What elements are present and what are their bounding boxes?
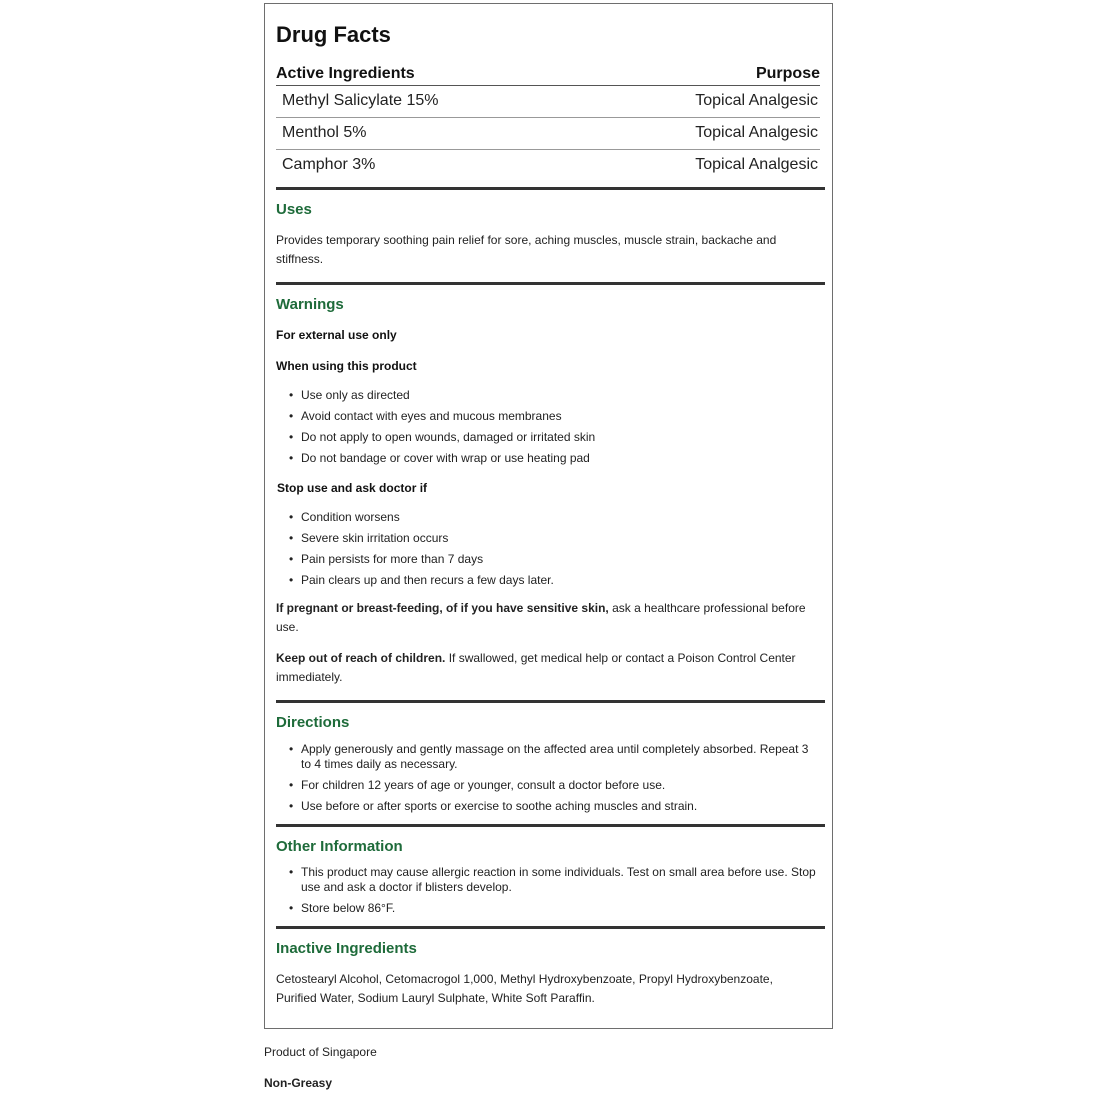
active-ingredient-row bbox=[276, 150, 820, 181]
uses-heading: Uses bbox=[276, 201, 312, 218]
product-feature: Non-Greasy bbox=[264, 1076, 333, 1090]
children-warning bbox=[276, 649, 816, 687]
other-information-heading: Other Information bbox=[276, 838, 403, 855]
stop-use-heading: Stop use and ask doctor if bbox=[277, 481, 428, 495]
directions-heading: Directions bbox=[276, 714, 350, 731]
ingredient-purpose: Topical Analgesic bbox=[695, 156, 818, 173]
directions-list bbox=[276, 742, 816, 820]
stop-use-list bbox=[276, 510, 816, 594]
active-ingredient-row bbox=[276, 86, 820, 118]
when-using-heading: When using this product bbox=[276, 359, 417, 373]
children-warning-text: If swallowed, get medical help or contact a Poison Control Center immediately. bbox=[276, 651, 796, 684]
list-item: • Pain clears up and then recurs a few days later. bbox=[276, 573, 816, 588]
list-item: • Condition worsens bbox=[276, 510, 816, 525]
list-item: • Use only as directed bbox=[276, 388, 816, 403]
warnings-heading: Warnings bbox=[276, 296, 344, 313]
list-item: • Do not apply to open wounds, damaged or irritated skin bbox=[276, 430, 816, 445]
when-using-list bbox=[276, 388, 816, 472]
inactive-ingredients-heading: Inactive Ingredients bbox=[276, 940, 417, 957]
list-item: • Pain persists for more than 7 days bbox=[276, 552, 816, 567]
pregnancy-warning bbox=[276, 599, 816, 637]
list-item: • Apply generously and gently massage on the affected area until completely absorbed. Repeat 3 to 4 times daily as necessary. bbox=[276, 742, 816, 772]
ingredient-name: Methyl Salicylate 15% bbox=[282, 92, 439, 109]
active-ingredients-label: Active Ingredients bbox=[276, 65, 415, 82]
list-item: • Do not bandage or cover with wrap or use heating pad bbox=[276, 451, 816, 466]
other-information-list bbox=[276, 865, 816, 922]
inactive-ingredients-text: Cetostearyl Alcohol, Cetomacrogol 1,000, Methyl Hydroxybenzoate, Propyl Hydroxybenzoate, Purified Water, Sodium Lauryl Sulphate, White Soft Paraffin. bbox=[276, 972, 773, 1005]
children-warning-bold: Keep out of reach of children. bbox=[276, 651, 446, 665]
external-use-warning: For external use only bbox=[276, 328, 397, 342]
product-origin: Product of Singapore bbox=[264, 1045, 377, 1059]
list-item: • Store below 86°F. bbox=[276, 901, 816, 916]
list-item: • This product may cause allergic reaction in some individuals. Test on small area before use. Stop use and ask a doctor if blisters develop. bbox=[276, 865, 816, 895]
ingredient-purpose: Topical Analgesic bbox=[695, 124, 818, 141]
active-ingredient-row bbox=[276, 118, 820, 150]
pregnancy-warning-bold: If pregnant or breast-feeding, of if you have sensitive skin, bbox=[276, 601, 609, 615]
drug-facts-title: Drug Facts bbox=[276, 22, 391, 47]
section-divider bbox=[276, 824, 825, 827]
list-item: • Severe skin irritation occurs bbox=[276, 531, 816, 546]
pregnancy-warning-text: ask a healthcare professional before use. bbox=[276, 601, 806, 634]
section-divider bbox=[276, 282, 825, 285]
uses-text: Provides temporary soothing pain relief for sore, aching muscles, muscle strain, backache and stiffness. bbox=[276, 233, 777, 266]
list-item: • For children 12 years of age or younger, consult a doctor before use. bbox=[276, 778, 816, 793]
drug-facts-panel bbox=[264, 3, 833, 1029]
section-divider bbox=[276, 700, 825, 703]
active-ingredients-header bbox=[276, 65, 820, 86]
ingredient-purpose: Topical Analgesic bbox=[695, 92, 818, 109]
list-item: • Avoid contact with eyes and mucous membranes bbox=[276, 409, 816, 424]
ingredient-name: Camphor 3% bbox=[282, 156, 376, 173]
list-item: • Use before or after sports or exercise to soothe aching muscles and strain. bbox=[276, 799, 816, 814]
purpose-label: Purpose bbox=[755, 65, 820, 82]
ingredient-name: Menthol 5% bbox=[282, 124, 367, 141]
section-divider bbox=[276, 926, 825, 929]
section-divider bbox=[276, 187, 825, 190]
